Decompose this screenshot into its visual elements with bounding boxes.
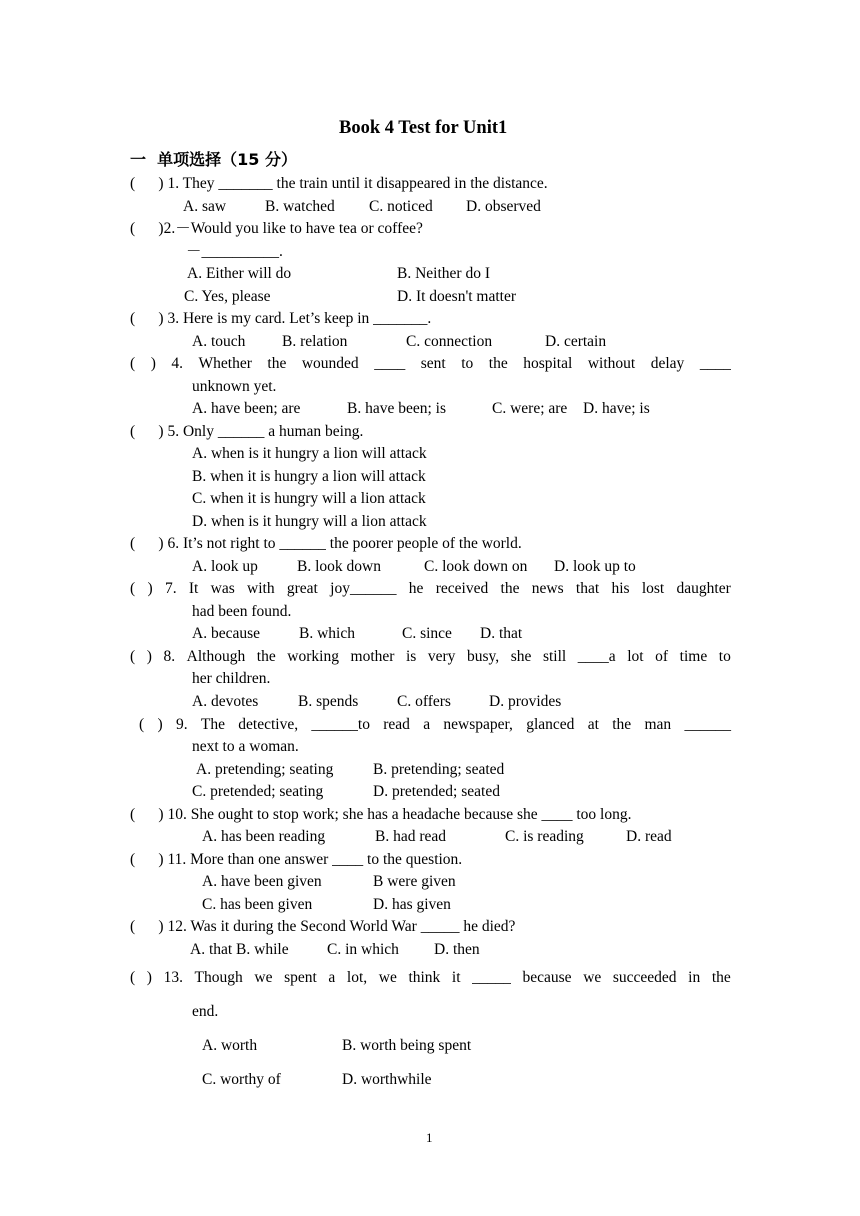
- option-d: D. look up to: [554, 558, 636, 575]
- question-stem: ( ) 9. The detective, ______to read a newspaper, glanced at the man ______: [139, 716, 731, 733]
- page-number: 1: [426, 1130, 433, 1145]
- option-c: C. pretended; seating: [192, 783, 324, 800]
- question-stem: ( ) 4. Whether the wounded ____ sent to the hospital without delay ____: [130, 355, 731, 372]
- option-c: C. worthy of: [202, 1071, 281, 1088]
- option-d: D. It doesn't matter: [397, 288, 517, 305]
- page-title: Book 4 Test for Unit1: [339, 118, 508, 138]
- question-stem: ( ) 12. Was it during the Second World War _____ he died?: [130, 918, 516, 935]
- option-d: D. provides: [489, 693, 562, 710]
- option-b: B. look down: [297, 558, 381, 575]
- question-stem-continued: end.: [192, 1003, 219, 1020]
- option-a: A. saw: [183, 198, 227, 215]
- question-stem-continued: her children.: [192, 670, 271, 687]
- option-a: A. because: [192, 625, 260, 642]
- option-a: A. pretending; seating: [196, 761, 334, 778]
- option-c: C. since: [402, 625, 452, 642]
- option-d: D. have; is: [583, 400, 650, 417]
- option-d: D. then: [434, 941, 480, 958]
- option-d: D. when is it hungry will a lion attack: [192, 513, 427, 530]
- question-stem: ( )2.－Would you like to have tea or coffee?: [130, 220, 423, 237]
- option-b: B. spends: [298, 693, 359, 710]
- option-c: C. is reading: [505, 828, 584, 845]
- section-heading: 一 单项选择（15 分）: [130, 150, 297, 169]
- option-c: C. were; are: [492, 400, 568, 417]
- option-b: B. relation: [282, 333, 348, 350]
- option-a: A. look up: [192, 558, 258, 575]
- question-stem: ( ) 1. They _______ the train until it disappeared in the distance.: [130, 175, 548, 192]
- option-c: C. look down on: [424, 558, 528, 575]
- option-a-b: A. that B. while: [190, 941, 289, 958]
- option-c: C. noticed: [369, 198, 433, 215]
- option-d: D. that: [480, 625, 523, 642]
- question-stem: ( ) 3. Here is my card. Let’s keep in _______.: [130, 310, 432, 327]
- option-a: A. when is it hungry a lion will attack: [192, 445, 427, 462]
- option-a: A. devotes: [192, 693, 259, 710]
- option-b: B. worth being spent: [342, 1037, 472, 1054]
- option-a: A. have been; are: [192, 400, 301, 417]
- option-b: B. had read: [375, 828, 447, 845]
- question-stem: ( ) 10. She ought to stop work; she has a headache because she ____ too long.: [130, 806, 632, 823]
- option-a: A. Either will do: [187, 265, 292, 282]
- question-stem: ( ) 6. It’s not right to ______ the poorer people of the world.: [130, 535, 522, 552]
- option-a: A. has been reading: [202, 828, 326, 845]
- option-b: B. watched: [265, 198, 335, 215]
- option-d: D. certain: [545, 333, 607, 350]
- option-d: D. pretended; seated: [373, 783, 500, 800]
- option-b: B. pretending; seated: [373, 761, 505, 778]
- option-a: A. have been given: [202, 873, 322, 890]
- option-b: B were given: [373, 873, 456, 890]
- option-a: A. touch: [192, 333, 246, 350]
- option-b: B. have been; is: [347, 400, 447, 417]
- option-a: A. worth: [202, 1037, 258, 1054]
- option-b: B. which: [299, 625, 355, 642]
- option-c: C. offers: [397, 693, 451, 710]
- option-d: D. observed: [466, 198, 541, 215]
- option-c: C. has been given: [202, 896, 313, 913]
- question-stem: ( ) 5. Only ______ a human being.: [130, 423, 364, 440]
- question-stem-continued: next to a woman.: [192, 738, 299, 755]
- option-d: D. read: [626, 828, 672, 845]
- option-c: C. connection: [406, 333, 493, 350]
- question-stem-continued: unknown yet.: [192, 378, 277, 395]
- option-c: C. in which: [327, 941, 399, 958]
- option-d: D. worthwhile: [342, 1071, 432, 1088]
- option-d: D. has given: [373, 896, 451, 913]
- option-b: B. Neither do I: [397, 265, 490, 282]
- question-stem: ( ) 7. It was with great joy______ he received the news that his lost daughter: [130, 580, 731, 597]
- question-stem-continued: had been found.: [192, 603, 292, 620]
- question-stem: ( ) 11. More than one answer ____ to the question.: [130, 851, 463, 868]
- option-c: C. when it is hungry will a lion attack: [192, 490, 426, 507]
- question-stem: ( ) 8. Although the working mother is very busy, she still ____a lot of time to: [130, 648, 731, 665]
- reply-blank: －__________.: [186, 243, 283, 260]
- option-b: B. when it is hungry a lion will attack: [192, 468, 426, 485]
- option-c: C. Yes, please: [184, 288, 271, 305]
- question-stem: ( ) 13. Though we spent a lot, we think it _____ because we succeeded in the: [130, 969, 731, 986]
